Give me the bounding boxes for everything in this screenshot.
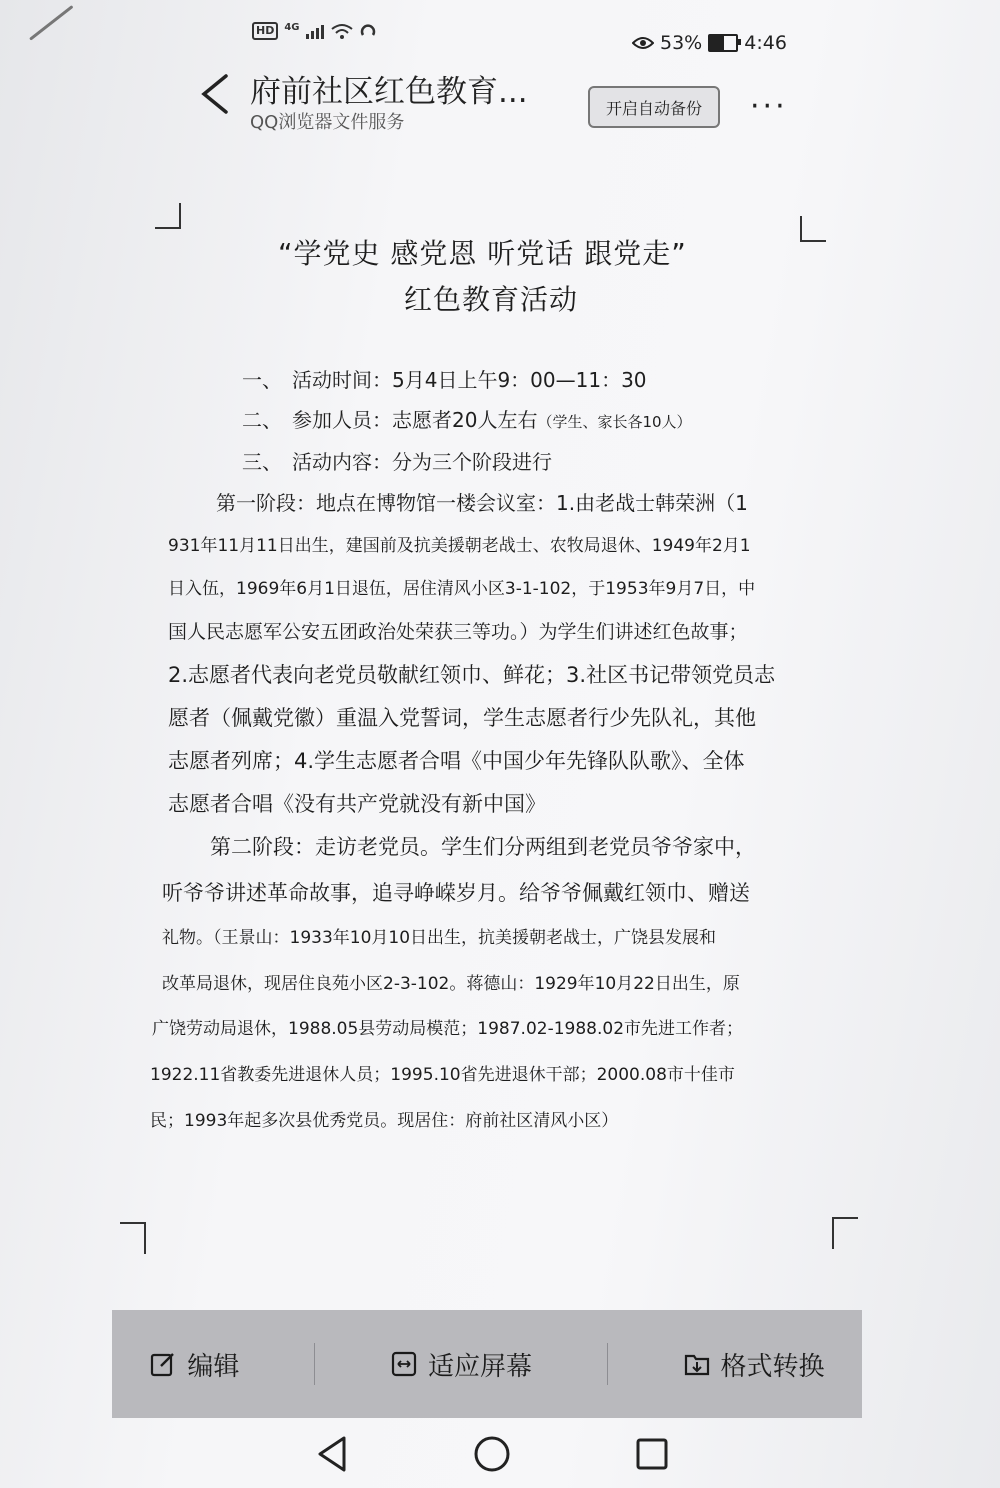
fit-screen-label: 适应屏幕 [427, 1351, 532, 1382]
battery-percent: 53% [660, 32, 703, 54]
edit-icon [149, 1350, 177, 1378]
nav-recent-button[interactable] [632, 1434, 672, 1474]
crop-corner-top-left [155, 203, 181, 229]
stage-one-paragraph [168, 488, 775, 832]
text-line: 听爷爷讲述革命故事，追寻峥嵘岁月。给爷爷佩戴红领巾、赠送 [162, 880, 750, 905]
text-line: 礼物。（王景山：1933年10月10日出生，抗美援朝老战士，广饶县发展和 [162, 928, 717, 949]
back-button[interactable] [196, 72, 236, 116]
network-label: 4G [284, 22, 300, 33]
toolbar-divider [607, 1343, 608, 1385]
clock: 4:46 [744, 32, 787, 54]
document-title: 府前社区红色教育... [250, 74, 528, 110]
text-line: 2.志愿者代表向老党员敬献红领巾、鲜花；3.社区书记带领党员志 [168, 663, 776, 687]
edit-button[interactable] [149, 1346, 239, 1383]
bottom-toolbar [112, 1310, 862, 1418]
more-options-button[interactable]: ··· [750, 89, 788, 124]
signal-icon [306, 23, 324, 39]
square-recent-icon [634, 1436, 670, 1472]
info-line-time [242, 364, 647, 393]
sync-icon [360, 23, 376, 39]
text-line: 第二阶段：走访老党员。学生们分两组到老党员爷爷家中， [210, 835, 756, 859]
info-note: （学生、家长各10人） [537, 413, 692, 431]
triangle-back-icon [314, 1434, 350, 1474]
format-convert-icon [683, 1350, 711, 1378]
text-line: 愿者（佩戴党徽）重温入党誓词，学生志愿者行少先队礼，其他 [168, 706, 756, 730]
stage-two-paragraph [150, 832, 756, 1151]
text-line: 日入伍，1969年6月1日退伍，居住清风小区3-1-102，于1953年9月7日，中 [168, 579, 756, 599]
edit-label: 编辑 [187, 1351, 240, 1382]
status-bar-left [252, 22, 376, 40]
format-convert-label: 格式转换 [720, 1351, 825, 1382]
text-line: 民；1993年起多次县优秀党员。现居住：府前社区清风小区） [150, 1110, 619, 1131]
text-line: 第一阶段：地点在博物馆一楼会议室：1.由老战士韩荣洲（1 [216, 491, 748, 515]
text-line: 志愿者列席；4.学生志愿者合唱《中国少年先锋队队歌》、全体 [168, 749, 745, 773]
auto-backup-button[interactable]: 开启自动备份 [588, 86, 720, 128]
text-line: 1922.11省教委先进退休人员；1995.10省先进退休干部；2000.08市十佳市 [150, 1064, 735, 1085]
circle-home-icon [472, 1434, 512, 1474]
text-line: 广饶劳动局退休，1988.05县劳动局模范；1987.02-1988.02市先进工作者； [152, 1019, 744, 1040]
eye-icon [632, 36, 654, 50]
chevron-left-icon [196, 72, 236, 116]
text-line: 国人民志愿军公安五团政治处荣获三等功。）为学生们讲述红色故事； [168, 621, 748, 643]
info-number: 一、 [242, 368, 282, 392]
text-line: 志愿者合唱《没有共产党就没有新中国》 [168, 792, 546, 816]
nav-back-button[interactable] [312, 1434, 352, 1474]
crop-corner-bottom-left [120, 1222, 146, 1254]
crop-corner-top-right [800, 216, 826, 242]
fit-screen-button[interactable] [390, 1346, 532, 1383]
crop-corner-bottom-right [832, 1217, 858, 1249]
info-line-participants [242, 404, 692, 433]
text-line: 改革局退休，现居住良苑小区2-3-102。蒋德山：1929年10月22日出生，原 [162, 973, 740, 994]
doc-subheading: 红色教育活动 [404, 283, 579, 316]
doc-heading: “学党史 感党恩 听党话 跟党走” [278, 237, 687, 270]
info-text: 活动内容：分为三个阶段进行 [292, 450, 552, 474]
info-number: 二、 [242, 408, 282, 432]
hd-badge: HD [252, 22, 278, 40]
info-text: 活动时间：5月4日上午9：00—11：30 [292, 368, 647, 392]
format-convert-button[interactable] [683, 1346, 825, 1383]
document-source: QQ浏览器文件服务 [250, 112, 405, 133]
nav-home-button[interactable] [472, 1434, 512, 1474]
battery-icon [708, 34, 738, 52]
fit-screen-icon [390, 1350, 418, 1378]
info-text: 参加人员：志愿者20人左右 [292, 408, 538, 432]
text-line: 931年11月11日出生，建国前及抗美援朝老战士、农牧局退休、1949年2月1 [168, 536, 751, 556]
status-bar-right [632, 32, 787, 54]
info-line-content [242, 446, 552, 475]
info-number: 三、 [242, 450, 282, 474]
toolbar-divider [314, 1343, 315, 1385]
wifi-icon [330, 22, 354, 40]
